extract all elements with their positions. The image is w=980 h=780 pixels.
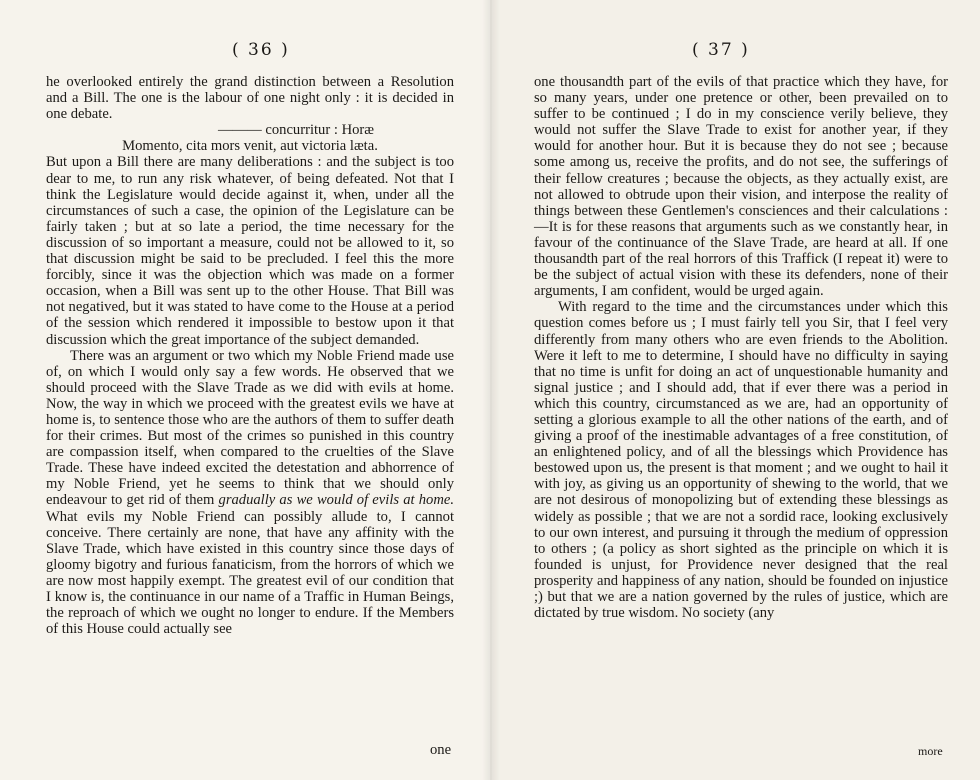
quotation-attribution: ——— concurritur : Horæ	[217, 122, 374, 139]
page-number-right: ( 37 )	[692, 40, 750, 60]
catchword-right: more	[918, 744, 943, 758]
paragraph: With regard to the time and the circumstances under which this question comes before us ; I must fairly tell you Sir, that I feel very differently from many others who are even friends to the Abolition. Were it left to me to determine, I should have no difficulty in saying that no time is unfit for doing an act of unquestionable humanity and signal justice ; and I should add, that if ever there was a period in which this country, circumstanced as we are, had an opportunity of setting a glorious example to all the other nations of the earth, and of giving a proof of the inestimable advantages of a free constitution, of an enlightened policy, and of all the blessings which Providence has bestowed upon us, the present is that moment ; and we ought to hail it with joy, as giving us an opportunity of shewing to the world, that we are not desirous of monopolizing but of extending these blessings as widely as possible ; that we are not a sordid race, looking exclusively to our own interest, and pursuing it through the medium of oppression to others ; (a policy as short sighted as the principle on which it is founded is unjust, for Providence never designed that the real prosperity and happiness of any nation, should be founded on injustice ;) but that we are a nation governed by the rules of justice, which are dictated by true wisdom. No society (any	[534, 299, 948, 622]
italic-phrase: gradually as we would of evils at home.	[218, 492, 454, 509]
paragraph: But upon a Bill there are many deliberations : and the subject is too dear to me, to run any risk whatever, of being defeated. Not that I think the Legislature would decide against it, when, under all the circumstances of such a case, the opinion of the Legislature can be fairly taken ; but at so late a period, the time necessary for the discussion of so important a measure, could not be allowed to it, so that discussion might be said to be precluded. I feel this the more forcibly, since it was the objection which was made on a former occasion, when a Bill was sent up to the other House. That Bill was not negatived, but it was stated to have come to the House at a period of the session which rendered it impossible to bestow upon it that discussion which the great importance of the subject demanded.	[46, 154, 454, 348]
left-page-text	[46, 74, 454, 637]
paragraph	[46, 348, 454, 638]
quotation-line: Momento, cita mors venit, aut victoria læta.	[122, 138, 378, 155]
paragraph: he overlooked entirely the grand distinction between a Resolution and a Bill. The one is the labour of one night only : it is decided in one debate.	[46, 74, 454, 123]
page-number-left: ( 36 )	[232, 40, 290, 60]
paragraph: one thousandth part of the evils of that practice which they have, for so many years, under one pretence or other, been prevailed on to suffer to be continued ; I do in my conscience verily believe, they would not suffer the Slave Trade to exist for another year, if they would for another hour. But it is because they do not see ; because some among us, receive the profits, and do not see, the sufferings of their fellow creatures ; because the objects, as they actually exist, are not allowed to obtrude upon their vision, and interpose the reality of things between these Gentlemen's consciences and their calculations :—It is for these reasons that arguments such as we constantly hear, in favour of the continuance of the Slave Trade, are heard at all. If one thousandth part of the real horrors of this Traffick (I repeat it) were to be the subject of actual vision with these its defenders, none of their arguments, I am confident, would be urged again.	[534, 74, 948, 300]
paragraph-text: What evils my Noble Friend can possibly allude to, I cannot conceive. There certainly are none, that have any affinity with the Slave Trade, which have existed in this country since those days of gloomy bigotry and furious fanaticism, from the horrors of which we are now most happily exempt. The greatest evil of our condition that I know is, the continuance in our name of a Traffic in Human Beings, the reproach of which we ought no longer to endure. If the Members of this House could actually see	[46, 508, 454, 638]
right-page-text	[534, 74, 948, 621]
catchword-left: one	[430, 742, 452, 758]
paragraph-text: There was an argument or two which my Noble Friend made use of, on which I would only say a few words. He observed that we should proceed with the Slave Trade as we did with evils at home. Now, the way in which we proceed with the greatest evils we have at home is, to sentence those who are the authors of them to suffer death for their crimes. But most of the crimes so punished in this country are compassion itself, when compared to the cruelties of the Slave Trade. These have indeed excited the detestation and abhorrence of my Noble Friend, yet he seems to think that we should only endeavour to get rid of them	[46, 347, 454, 509]
right-page	[490, 0, 980, 780]
book-gutter	[482, 0, 500, 780]
